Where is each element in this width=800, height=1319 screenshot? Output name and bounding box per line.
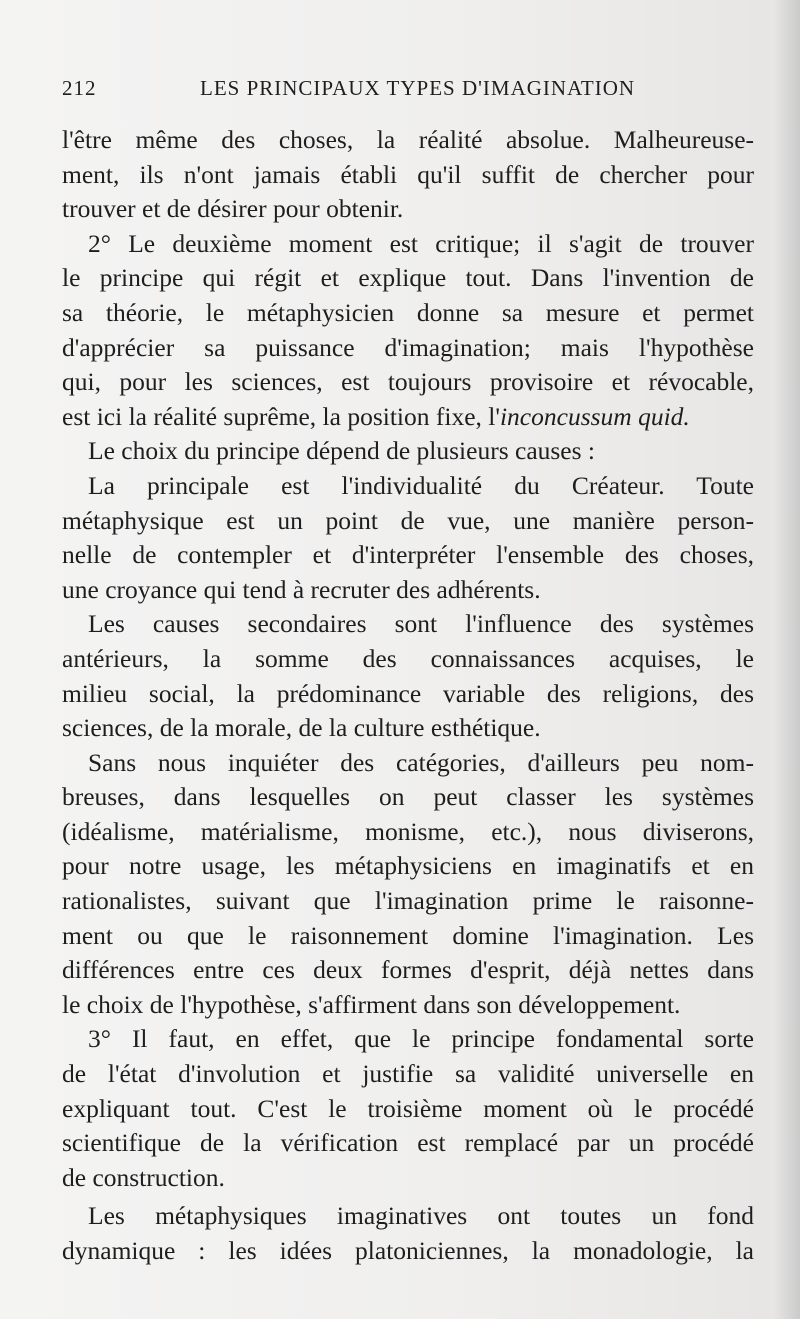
text-line: 3° Il faut, en effet, que le principe fondamental sorte	[88, 1024, 754, 1054]
italic-phrase: inconcussum quid.	[499, 401, 690, 431]
text-line: scientifique de la vérification est remplacé par un procédé	[62, 1128, 754, 1158]
paragraph-choice-of-principle	[62, 434, 754, 469]
text-line: (idéalisme, matérialisme, monisme, etc.), nous diviserons,	[62, 816, 754, 846]
running-title: LES PRINCIPAUX TYPES D'IMAGINATION	[200, 76, 636, 100]
text-line: antérieurs, la somme des connaissances acquises, le	[62, 643, 754, 673]
page-number: 212	[62, 76, 97, 100]
paragraph-second-moment	[62, 227, 754, 435]
paragraph-imaginative-metaphysics	[62, 1199, 754, 1268]
text-line: différences entre ces deux formes d'esprit, déjà nettes dans	[62, 955, 754, 985]
text-line: rationalistes, suivant que l'imagination prime le raisonne-	[62, 886, 754, 916]
paragraph-secondary-causes	[62, 607, 754, 745]
text-line: nelle de contempler et d'interpréter l'ensemble des choses,	[62, 540, 754, 570]
text-line: ment, ils n'ont jamais établi qu'il suffit de chercher pour	[62, 159, 754, 189]
text-line: trouver et de désirer pour obtenir.	[62, 194, 404, 224]
text-line: 2° Le deuxième moment est critique; il s'agit de trouver	[88, 228, 754, 258]
text-line: le principe qui régit et explique tout. Dans l'invention de	[62, 263, 754, 293]
paragraph-main-cause	[62, 469, 754, 607]
paragraph-continuation	[62, 123, 754, 227]
text-line: le choix de l'hypothèse, s'affirment dans son développement.	[62, 989, 681, 1019]
text-line: milieu social, la prédominance variable des religions, des	[62, 678, 754, 708]
text-line: pour notre usage, les métaphysiciens en imaginatifs et en	[62, 851, 754, 881]
text-line: Les métaphysiques imaginatives ont toutes un fond	[88, 1201, 754, 1231]
text-line: dynamique : les idées platoniciennes, la monadologie, la	[62, 1236, 754, 1265]
text-line: Le choix du principe dépend de plusieurs causes :	[88, 436, 596, 466]
text-line: sciences, de la morale, de la culture esthétique.	[62, 713, 541, 743]
text-line: breuses, dans lesquelles on peut classer les systèmes	[62, 782, 754, 812]
text-fragment: est ici la réalité suprême, la position fixe, l'	[62, 401, 500, 431]
text-line: La principale est l'individualité du Créateur. Toute	[88, 470, 754, 500]
text-line: une croyance qui tend à recruter des adhérents.	[62, 574, 541, 604]
text-line: métaphysique est un point de vue, une manière person-	[62, 505, 754, 535]
paragraph-third-moment	[62, 1022, 754, 1195]
paragraph-categories	[62, 746, 754, 1023]
text-line: d'apprécier sa puissance d'imagination; mais l'hypothèse	[62, 332, 754, 362]
text-line: qui, pour les sciences, est toujours provisoire et révocable,	[62, 367, 754, 397]
text-line: sa théorie, le métaphysicien donne sa mesure et permet	[62, 297, 754, 327]
text-line: Sans nous inquiéter des catégories, d'ailleurs peu nom-	[88, 747, 754, 777]
page-body	[62, 123, 754, 1269]
text-line: de construction.	[62, 1162, 225, 1192]
text-line: ment ou que le raisonnement domine l'imagination. Les	[62, 920, 754, 950]
text-line: de l'état d'involution et justifie sa validité universelle en	[62, 1059, 754, 1089]
text-line: l'être même des choses, la réalité absolue. Malheureuse-	[62, 125, 754, 154]
text-line-with-italic	[62, 400, 754, 435]
text-line: expliquant tout. C'est le troisième moment où le procédé	[62, 1093, 754, 1123]
text-line: Les causes secondaires sont l'influence des systèmes	[88, 609, 754, 639]
